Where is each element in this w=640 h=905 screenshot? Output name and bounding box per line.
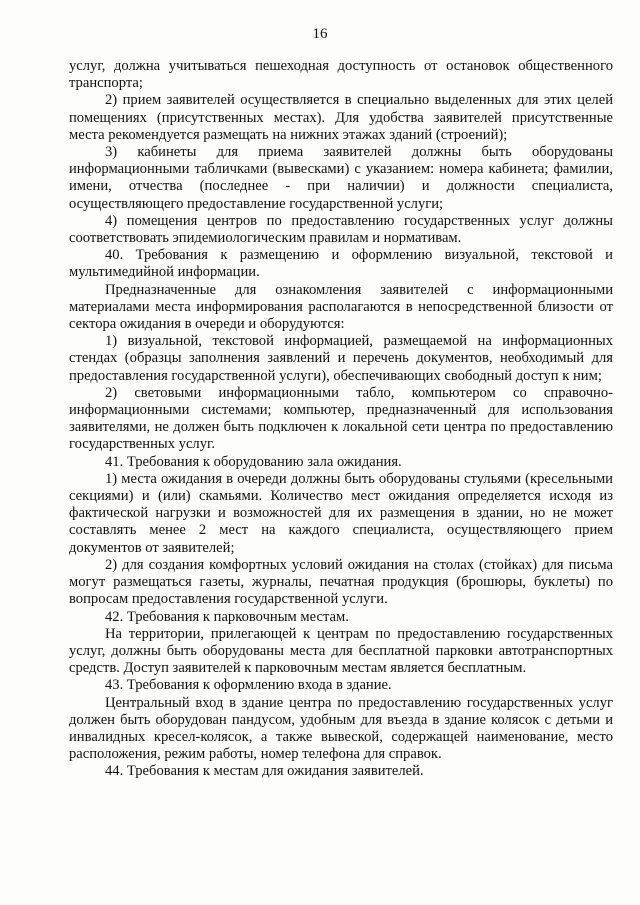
paragraph-continuation: услуг, должна учитываться пешеходная доступность от остановок общественного транспорта; bbox=[69, 58, 613, 92]
section-40-heading: 40. Требования к размещению и оформлению визуальной, текстовой и мультимедийной информации. bbox=[69, 247, 613, 281]
paragraph-item-4: 4) помещения центров по предоставлению государственных услуг должны соответствовать эпидемиологическим правилам и нормативам. bbox=[69, 212, 613, 247]
paragraph-info-item-2: 2) световыми информационными табло, компьютером со справочно-информационными системами; компьютер, предназначенный для использования заявителями, не должен быть подключен к локальной сети центра по предоставлению государственных услуг. bbox=[69, 384, 613, 453]
section-41-heading: 41. Требования к оборудованию зала ожидания. bbox=[105, 453, 402, 470]
paragraph-item-3: 3) кабинеты для приема заявителей должны быть оборудованы информационными табличками (вывесками) с указанием: номера кабинета; фамилии, имени, отчества (последнее - при наличии) и должности специалиста, осуществляющего предоставление государственной услуги; bbox=[69, 144, 613, 212]
paragraph-entrance: Центральный вход в здание центра по предоставлению государственных услуг должен быть оборудован пандусом, удобным для въезда в здание колясок с детьми и инвалидных кресел-колясок, а также вывеской, содержащей наименование, место расположения, режим работы, номер телефона для справок. bbox=[69, 694, 613, 763]
paragraph-parking: На территории, прилегающей к центрам по предоставлению государственных услуг, должны быть оборудованы места для бесплатной парковки автотранспортных средств. Доступ заявителей к парковочным местам является бесплатным. bbox=[69, 625, 613, 677]
page-number: 16 bbox=[312, 26, 328, 42]
section-42-heading: 42. Требования к парковочным местам. bbox=[105, 608, 349, 625]
document-body bbox=[69, 58, 613, 781]
paragraph-info-item-1: 1) визуальной, текстовой информацией, размещаемой на информационных стендах (образцы заполнения заявлений и перечень документов, необходимый для предоставления государственной услуги), обеспечивающих свободный доступ к ним; bbox=[69, 333, 613, 384]
paragraph-waiting-item-1: 1) места ожидания в очереди должны быть оборудованы стульями (кресельными секциями) и (или) скамьями. Количество мест ожидания определяется исходя из фактической нагрузки и возможностей для их размещения в здании, но не может составлять менее 2 мест на каждого специалиста, осуществляющего прием документов от заявителей; bbox=[69, 470, 613, 556]
paragraph-item-2: 2) прием заявителей осуществляется в специально выделенных для этих целей помещениях (присутственных местах). Для удобства заявителей присутственные места рекомендуется размещать на нижних этажах зданий (строений); bbox=[69, 92, 613, 143]
section-44-heading: 44. Требования к местам для ожидания заявителей. bbox=[105, 763, 424, 780]
paragraph-waiting-item-2: 2) для создания комфортных условий ожидания на столах (стойках) для письма могут размещаться газеты, журналы, печатная продукция (брошюры, буклеты) по вопросам предоставления государственной услуги. bbox=[69, 556, 613, 608]
paragraph-info-places: Предназначенные для ознакомления заявителей с информационными материалами места информирования располагаются в непосредственной близости от сектора ожидания в очереди и оборудуются: bbox=[69, 281, 613, 333]
section-43-heading: 43. Требования к оформлению входа в здание. bbox=[105, 677, 392, 694]
